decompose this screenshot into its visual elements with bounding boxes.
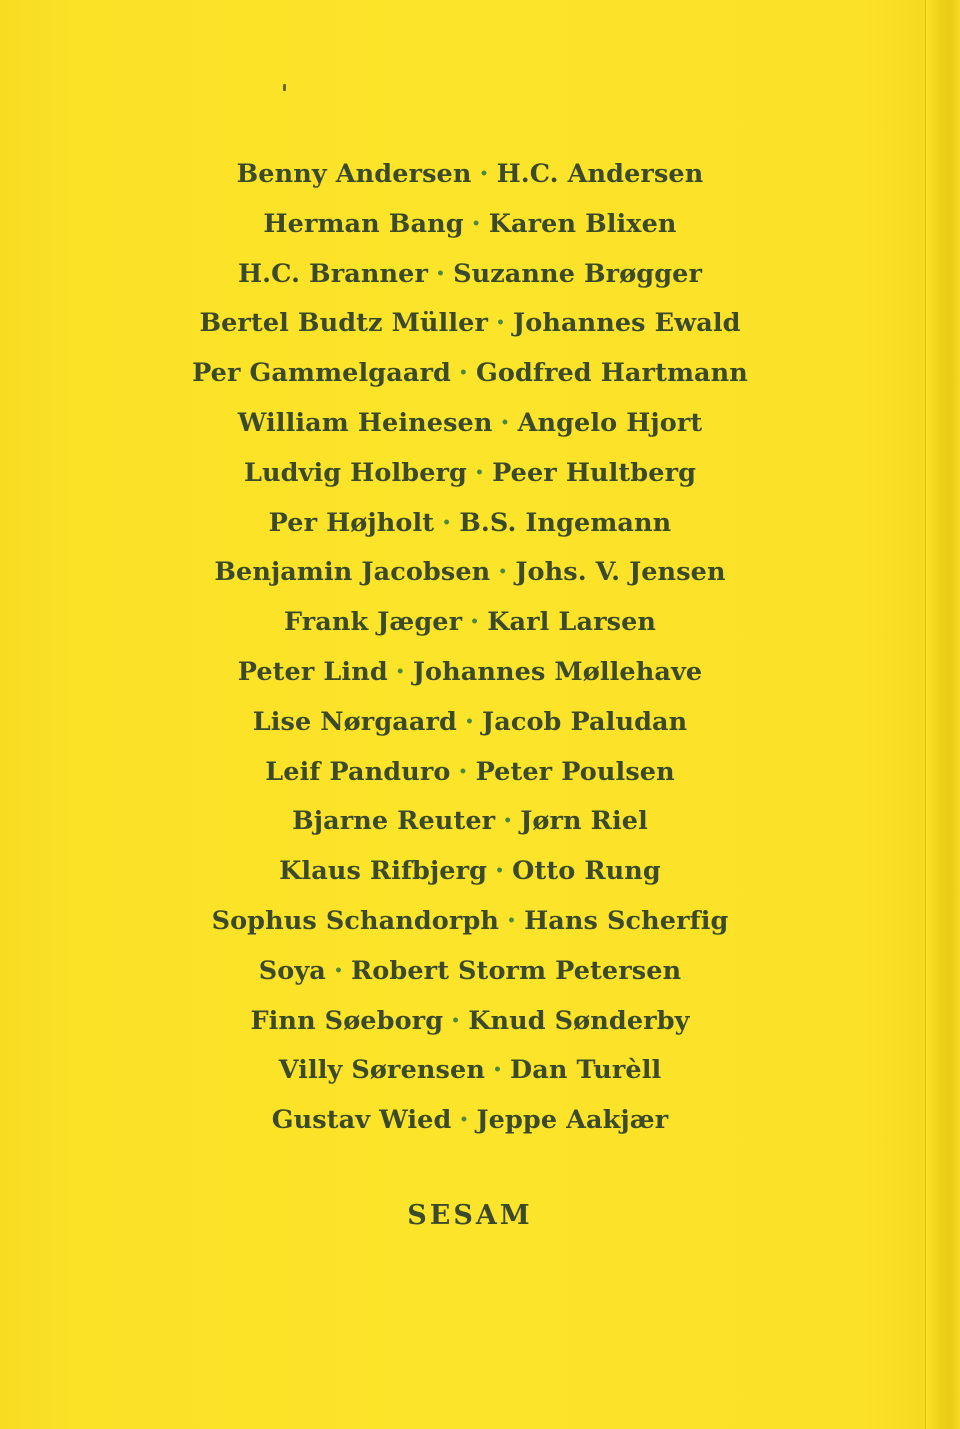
author-name: B.S. Ingemann bbox=[459, 507, 672, 538]
author-name: Johannes Møllehave bbox=[412, 656, 703, 687]
author-line bbox=[0, 1096, 940, 1146]
author-name: Jeppe Aakjær bbox=[476, 1105, 669, 1136]
author-list bbox=[0, 150, 940, 1146]
author-name: H.C. Andersen bbox=[496, 159, 704, 189]
bullet-separator-icon: • bbox=[442, 514, 452, 531]
bullet-separator-icon: • bbox=[495, 315, 506, 332]
author-name: H.C. Branner bbox=[237, 258, 428, 289]
bullet-separator-icon: • bbox=[495, 863, 505, 880]
author-name: Robert Storm Petersen bbox=[351, 955, 682, 986]
author-line bbox=[0, 997, 940, 1047]
author-name: Angelo Hjort bbox=[517, 407, 703, 438]
author-name: Karl Larsen bbox=[487, 607, 657, 638]
bullet-separator-icon: • bbox=[507, 912, 517, 929]
author-line bbox=[0, 648, 940, 698]
author-line bbox=[0, 797, 940, 847]
author-name: Villy Sørensen bbox=[278, 1055, 485, 1086]
author-line bbox=[0, 548, 940, 598]
author-line bbox=[0, 698, 940, 748]
author-name: Peter Lind bbox=[237, 656, 388, 687]
author-name: Peer Hultberg bbox=[492, 457, 697, 488]
author-name: Ludvig Holberg bbox=[243, 457, 467, 488]
author-name: Bertel Budtz Müller bbox=[199, 308, 488, 339]
author-line bbox=[0, 150, 940, 200]
author-line bbox=[0, 947, 940, 997]
author-name: Per Gammelgaard bbox=[192, 358, 451, 389]
bullet-separator-icon: • bbox=[479, 166, 489, 182]
author-line bbox=[0, 847, 940, 897]
author-name: Benny Andersen bbox=[236, 159, 472, 189]
bullet-separator-icon: • bbox=[458, 763, 468, 780]
bullet-separator-icon: • bbox=[458, 365, 468, 382]
author-line bbox=[0, 250, 940, 300]
author-line bbox=[0, 449, 940, 499]
author-name: Hans Scherfig bbox=[524, 905, 729, 936]
author-name: Soya bbox=[258, 955, 326, 986]
author-name: Leif Panduro bbox=[265, 756, 451, 787]
author-name: Frank Jæger bbox=[283, 607, 463, 638]
author-name: Herman Bang bbox=[263, 208, 464, 239]
bullet-separator-icon: • bbox=[464, 713, 475, 730]
author-name: Otto Rung bbox=[512, 856, 661, 887]
bullet-separator-icon: • bbox=[500, 414, 510, 431]
author-line bbox=[0, 499, 940, 549]
author-name: Gustav Wied bbox=[271, 1105, 452, 1136]
author-name: Jacob Paludan bbox=[482, 706, 688, 737]
bullet-separator-icon: • bbox=[498, 564, 508, 581]
bullet-separator-icon: • bbox=[492, 1062, 503, 1079]
author-name: Peter Poulsen bbox=[475, 756, 675, 787]
author-name: Dan Turèll bbox=[510, 1055, 662, 1086]
bullet-separator-icon: • bbox=[459, 1112, 469, 1129]
author-line bbox=[0, 897, 940, 947]
author-name: Sophus Schandorph bbox=[211, 905, 500, 936]
bullet-separator-icon: • bbox=[470, 614, 480, 631]
author-name: William Heinesen bbox=[237, 407, 493, 438]
author-name: Finn Søeborg bbox=[250, 1005, 444, 1036]
author-name: Karen Blixen bbox=[488, 208, 677, 239]
bullet-separator-icon: • bbox=[436, 265, 446, 282]
publisher-name: SESAM bbox=[407, 1200, 533, 1231]
author-name: Johs. V. Jensen bbox=[515, 557, 726, 588]
author-name: Klaus Rifbjerg bbox=[279, 856, 488, 887]
author-name: Knud Sønderby bbox=[468, 1005, 690, 1036]
author-line bbox=[0, 598, 940, 648]
author-name: Jørn Riel bbox=[520, 806, 648, 837]
author-name: Bjarne Reuter bbox=[292, 806, 496, 837]
author-name: Lise Nørgaard bbox=[252, 706, 457, 737]
author-line bbox=[0, 1046, 940, 1096]
bullet-separator-icon: • bbox=[503, 813, 513, 830]
bullet-separator-icon: • bbox=[395, 663, 405, 680]
author-line bbox=[0, 748, 940, 798]
author-name: Godfred Hartmann bbox=[475, 358, 748, 389]
author-name: Per Højholt bbox=[268, 507, 435, 538]
author-line bbox=[0, 349, 940, 399]
bullet-separator-icon: • bbox=[475, 464, 485, 481]
bullet-separator-icon: • bbox=[471, 215, 481, 232]
author-line bbox=[0, 399, 940, 449]
print-speck bbox=[283, 84, 286, 91]
bullet-separator-icon: • bbox=[451, 1012, 461, 1029]
author-line bbox=[0, 200, 940, 250]
author-name: Johannes Ewald bbox=[513, 308, 741, 339]
bullet-separator-icon: • bbox=[333, 962, 343, 979]
author-line bbox=[0, 299, 940, 349]
author-name: Suzanne Brøgger bbox=[453, 258, 703, 289]
author-name: Benjamin Jacobsen bbox=[214, 557, 491, 588]
